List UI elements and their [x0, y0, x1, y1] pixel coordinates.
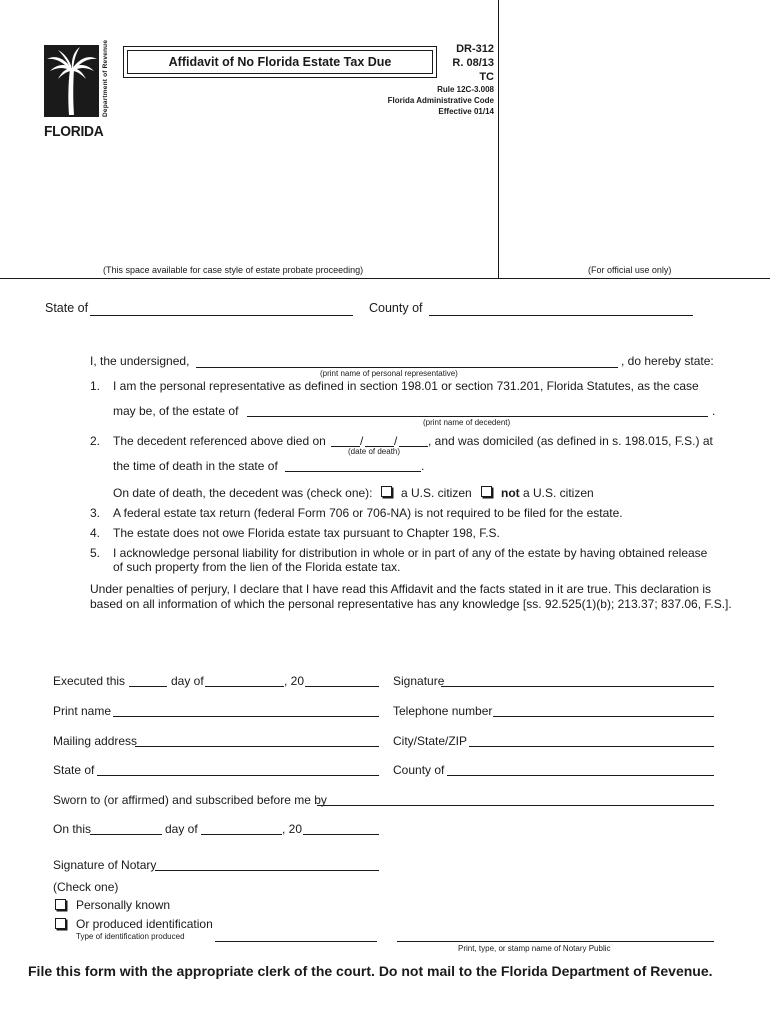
personally-known-checkbox[interactable] [55, 899, 66, 910]
produced-id-label: Or produced identification [76, 917, 213, 931]
form-title-box [123, 46, 437, 78]
item3-text: A federal estate tax return (federal Form 706 or 706-NA) is not required to be filed for the estate. [113, 506, 623, 520]
death-year-field[interactable] [399, 446, 428, 447]
id-type-field[interactable] [215, 941, 377, 942]
personally-known-label: Personally known [76, 898, 171, 912]
case-style-note: (This space available for case style of estate probate proceeding) [103, 265, 364, 275]
palm-tree-icon [44, 45, 99, 117]
notary-name-note: Print, type, or stamp name of Notary Public [458, 944, 611, 953]
executed-this-label: Executed this [53, 674, 126, 688]
form-title: Affidavit of No Florida Estate Tax Due [127, 50, 433, 74]
citizen-prefix: On date of death, the decedent was (check one): [113, 486, 373, 500]
domicile-state-field[interactable] [285, 471, 421, 472]
sworn-by-field[interactable] [317, 805, 714, 806]
notary-name-field[interactable] [397, 941, 714, 942]
item5-num: 5. [90, 546, 101, 560]
venue-county-label: County of [369, 301, 423, 315]
official-use-note: (For official use only) [588, 265, 672, 275]
print-name-label: Print name [53, 704, 112, 718]
citizen-option-1: a U.S. citizen [401, 486, 472, 500]
city-state-zip-field[interactable] [469, 746, 714, 747]
id-type-label: Type of identification produced [76, 932, 185, 941]
decedent-name-field[interactable] [247, 416, 708, 417]
on-this-label: On this [53, 822, 92, 836]
undersigned-label: I, the undersigned, [90, 354, 190, 368]
venue-state-label: State of [45, 301, 89, 315]
print-name-field[interactable] [113, 716, 379, 717]
sig-state-label: State of [53, 763, 95, 777]
sig-county-label: County of [393, 763, 445, 777]
item2-suffix: , and was domiciled (as defined in s. 198.015, F.S.) at [428, 434, 713, 448]
item2-line2: the time of death in the state of [113, 459, 278, 473]
on-this-month-field[interactable] [201, 834, 282, 835]
date-slash-1: / [360, 434, 364, 448]
twenty-2-label: , 20 [282, 822, 303, 836]
venue-state-field[interactable] [90, 315, 353, 316]
item1-line2: may be, of the estate of [113, 404, 239, 418]
item1-period: . [712, 404, 716, 418]
item2-num: 2. [90, 434, 101, 448]
footer-instruction: File this form with the appropriate clerk of the court. Do not mail to the Florida Department of Revenue. [28, 963, 713, 979]
item1-line1: I am the personal representative as defined in section 198.01 or section 731.201, Florida Statutes, as the case [113, 379, 699, 393]
executed-year-field[interactable] [305, 686, 379, 687]
check-one-label: (Check one) [53, 880, 119, 894]
date-of-death-note: (date of death) [348, 447, 401, 456]
citizen-yes-checkbox[interactable] [381, 486, 392, 497]
citizen-no-checkbox[interactable] [481, 486, 492, 497]
executed-month-field[interactable] [205, 686, 284, 687]
produced-id-checkbox[interactable] [55, 918, 66, 929]
citizen-not: not [501, 486, 520, 500]
logo-vertical-text: Department of Revenue [102, 39, 109, 117]
item5-line1: I acknowledge personal liability for distribution in whole or in part of any of the estate by having obtained release [113, 546, 708, 560]
item1-num: 1. [90, 379, 101, 393]
perjury-line1: Under penalties of perjury, I declare that I have read this Affidavit and the facts stated in it are true. This declaration is [90, 582, 712, 596]
item3-num: 3. [90, 506, 101, 520]
item2-line2-period: . [421, 459, 425, 473]
sworn-label: Sworn to (or affirmed) and subscribed before me by [53, 793, 327, 807]
on-this-year-field[interactable] [303, 834, 379, 835]
mailing-address-field[interactable] [135, 746, 379, 747]
form-effective: Effective 01/14 [438, 107, 494, 116]
mailing-address-label: Mailing address [53, 734, 138, 748]
citizen-option-2: a U.S. citizen [523, 486, 594, 500]
personal-rep-name-field[interactable] [196, 367, 618, 368]
print-decedent-note: (print name of decedent) [423, 418, 511, 427]
telephone-label: Telephone number [393, 704, 493, 718]
telephone-field[interactable] [493, 716, 714, 717]
header-divider-horizontal [0, 278, 770, 279]
signature-label: Signature [393, 674, 445, 688]
day-of-label: day of [171, 674, 204, 688]
item4-text: The estate does not owe Florida estate tax pursuant to Chapter 198, F.S. [113, 526, 500, 540]
form-admin-code: Florida Administrative Code [387, 96, 494, 105]
twenty-label: , 20 [284, 674, 305, 688]
form-tc: TC [479, 71, 494, 83]
dor-logo [44, 39, 112, 145]
perjury-line2: based on all information of which the personal representative has any knowledge [ss. 92.525(1)(b); 213.37; 837.06, F.S.]. [90, 597, 732, 611]
sig-county-field[interactable] [447, 775, 714, 776]
venue-county-field[interactable] [429, 315, 693, 316]
item5-line2: of such property from the lien of the Florida estate tax. [113, 560, 401, 574]
hereby-state: , do hereby state: [621, 354, 714, 368]
city-state-zip-label: City/State/ZIP [393, 734, 468, 748]
form-revision: R. 08/13 [452, 57, 494, 69]
item2-prefix: The decedent referenced above died on [113, 434, 326, 448]
form-number: DR-312 [456, 43, 494, 55]
item4-num: 4. [90, 526, 101, 540]
date-slash-2: / [394, 434, 398, 448]
executed-day-field[interactable] [129, 686, 167, 687]
form-rule: Rule 12C-3.008 [437, 85, 494, 94]
signature-field[interactable] [441, 686, 714, 687]
logo-state-word: FLORIDA [44, 123, 104, 140]
notary-signature-label: Signature of Notary [53, 858, 157, 872]
header-divider-vertical [498, 0, 499, 279]
day-of-2-label: day of [165, 822, 198, 836]
sig-state-field[interactable] [97, 775, 379, 776]
on-this-day-field[interactable] [90, 834, 162, 835]
print-rep-note: (print name of personal representative) [320, 369, 458, 378]
notary-signature-field[interactable] [155, 870, 379, 871]
